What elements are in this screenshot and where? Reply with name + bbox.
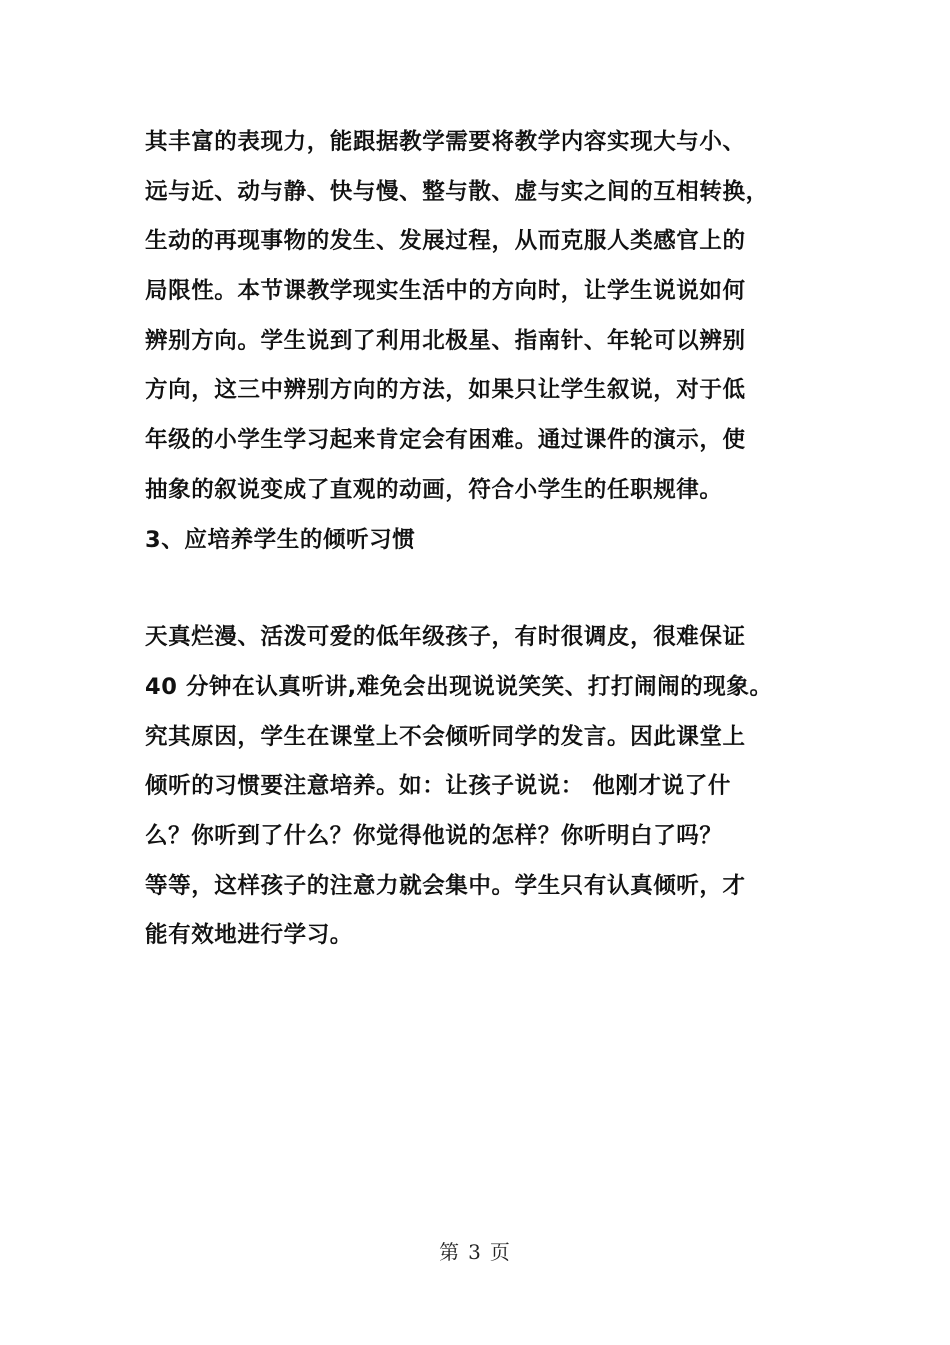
text-line: 年级的小学生学习起来肯定会有困难。通过课件的演示，使 — [145, 427, 746, 454]
text-line: 其丰富的表现力，能跟据教学需要将教学内容实现大与小、 — [145, 129, 746, 155]
text-line: 远与近、动与静、快与慢、整与散、虚与实之间的互相转换， — [145, 178, 769, 205]
page-body — [145, 118, 810, 961]
text-line: 40 分钟在认真听讲,难免会出现说说笑笑、打打闹闹的现象。 — [145, 673, 773, 700]
text-line: 生动的再现事物的发生、发展过程，从而克服人类感官上的 — [145, 228, 746, 255]
paragraph-listening — [145, 613, 810, 961]
text-line: 抽象的叙说变成了直观的动画，符合小学生的任职规律。 — [145, 476, 723, 503]
section-gap — [145, 565, 810, 613]
text-line: 方向，这三中辨别方向的方法，如果只让学生叙说，对于低 — [145, 377, 746, 404]
page-footer — [0, 1236, 950, 1265]
text-line: 倾听的习惯要注意培养。如：让孩子说说： 他刚才说了什 — [145, 773, 731, 800]
footer-prefix: 第 — [439, 1240, 461, 1264]
text-line: 能有效地进行学习。 — [145, 922, 353, 949]
paragraph-continuation — [145, 118, 810, 516]
text-line: 等等，这样孩子的注意力就会集中。学生只有认真倾听，才 — [145, 872, 746, 899]
text-line: 辨别方向。学生说到了利用北极星、指南针、年轮可以辨别 — [145, 327, 746, 354]
text-line: 么？你听到了什么？你觉得他说的怎样？你听明白了吗？ — [145, 822, 723, 849]
footer-suffix: 页 — [489, 1240, 511, 1264]
text-line: 局限性。本节课教学现实生活中的方向时，让学生说说如何 — [145, 278, 746, 305]
text-line: 天真烂漫、活泼可爱的低年级孩子，有时很调皮，很难保证 — [145, 624, 746, 651]
section-heading: 3、应培养学生的倾听习惯 — [145, 526, 416, 553]
text-line: 究其原因，学生在课堂上不会倾听同学的发言。因此课堂上 — [145, 723, 746, 750]
page-number: 3 — [468, 1240, 482, 1264]
